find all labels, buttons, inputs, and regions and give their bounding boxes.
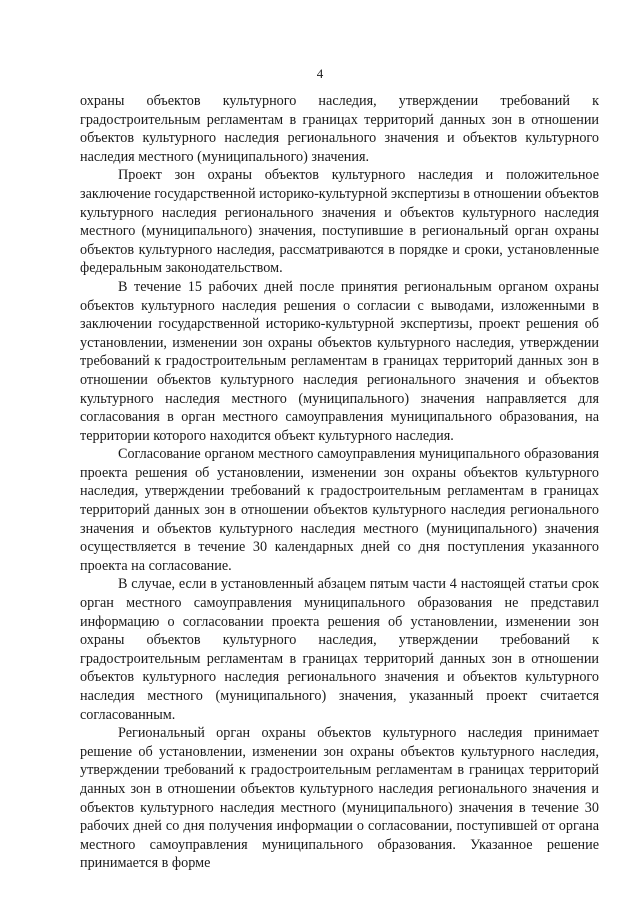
paragraph-fifteen-days: В течение 15 рабочих дней после принятия региональным органом охраны объектов культурного наследия решения о согласии с выводами, изложенными в заключении государственной историко-культурной экспертизы, проект решения об установлении, изменении зон охраны объектов культурного наследия, утверждении требований к градостроительным регламентам в границах территорий данных зон в отношении объектов культурного наследия регионального значения и объектов культурного наследия местного (муниципального) значения направляется для согласования в орган местного самоуправления муниципального образования, на территории которого находится объект культурного наследия. <box>80 278 599 444</box>
paragraph-deemed-approved: В случае, если в установленный абзацем пятым части 4 настоящей статьи срок орган местного самоуправления муниципального образования не представил информацию о согласовании проекта решения об установлении, изменении зон охраны объектов культурного наследия, утверждении требований к градостроительным регламентам в границах территорий данных зон в отношении объектов культурного наследия регионального значения и объектов культурного наследия местного (муниципального) значения, указанный проект считается согласованным. <box>80 576 599 723</box>
paragraph-local-approval: Согласование органом местного самоуправления муниципального образования проекта решения об установлении, изменении зон охраны объектов культурного наследия, утверждении требований к градостроительным регламентам в границах территорий данных зон в отношении объектов культурного наследия регионального значения и объектов культурного наследия местного (муниципального) значения осуществляется в течение 30 календарных дней со дня поступления указанного проекта на согласование. <box>80 446 599 574</box>
document-body <box>80 92 599 873</box>
page-number: 4 <box>316 66 324 81</box>
paragraph-project-review: Проект зон охраны объектов культурного наследия и положительное заключение государственной историко-культурной экспертизы в отношении объектов культурного наследия регионального значения и объектов культурного наследия местного (муниципального) значения, поступившие в региональный орган охраны объектов культурного наследия, рассматриваются в порядке и сроки, установленные федеральным законодательством. <box>80 167 599 277</box>
paragraph-regional-decision: Региональный орган охраны объектов культурного наследия принимает решение об установлении, изменении зон охраны объектов культурного наследия, утверждении требований к градостроительным регламентам в границах территорий данных зон в отношении объектов культурного наследия регионального значения и объектов культурного наследия местного (муниципального) значения в течение 30 рабочих дней со дня получения информации о согласовании, поступившей от органа местного самоуправления муниципального образования. Указанное решение принимается в форме <box>80 725 599 872</box>
paragraph-continuation: охраны объектов культурного наследия, утверждении требований к градостроительным регламентам в границах территорий данных зон в отношении объектов культурного наследия регионального значения и объектов культурного наследия местного (муниципального) значения. <box>80 93 599 165</box>
